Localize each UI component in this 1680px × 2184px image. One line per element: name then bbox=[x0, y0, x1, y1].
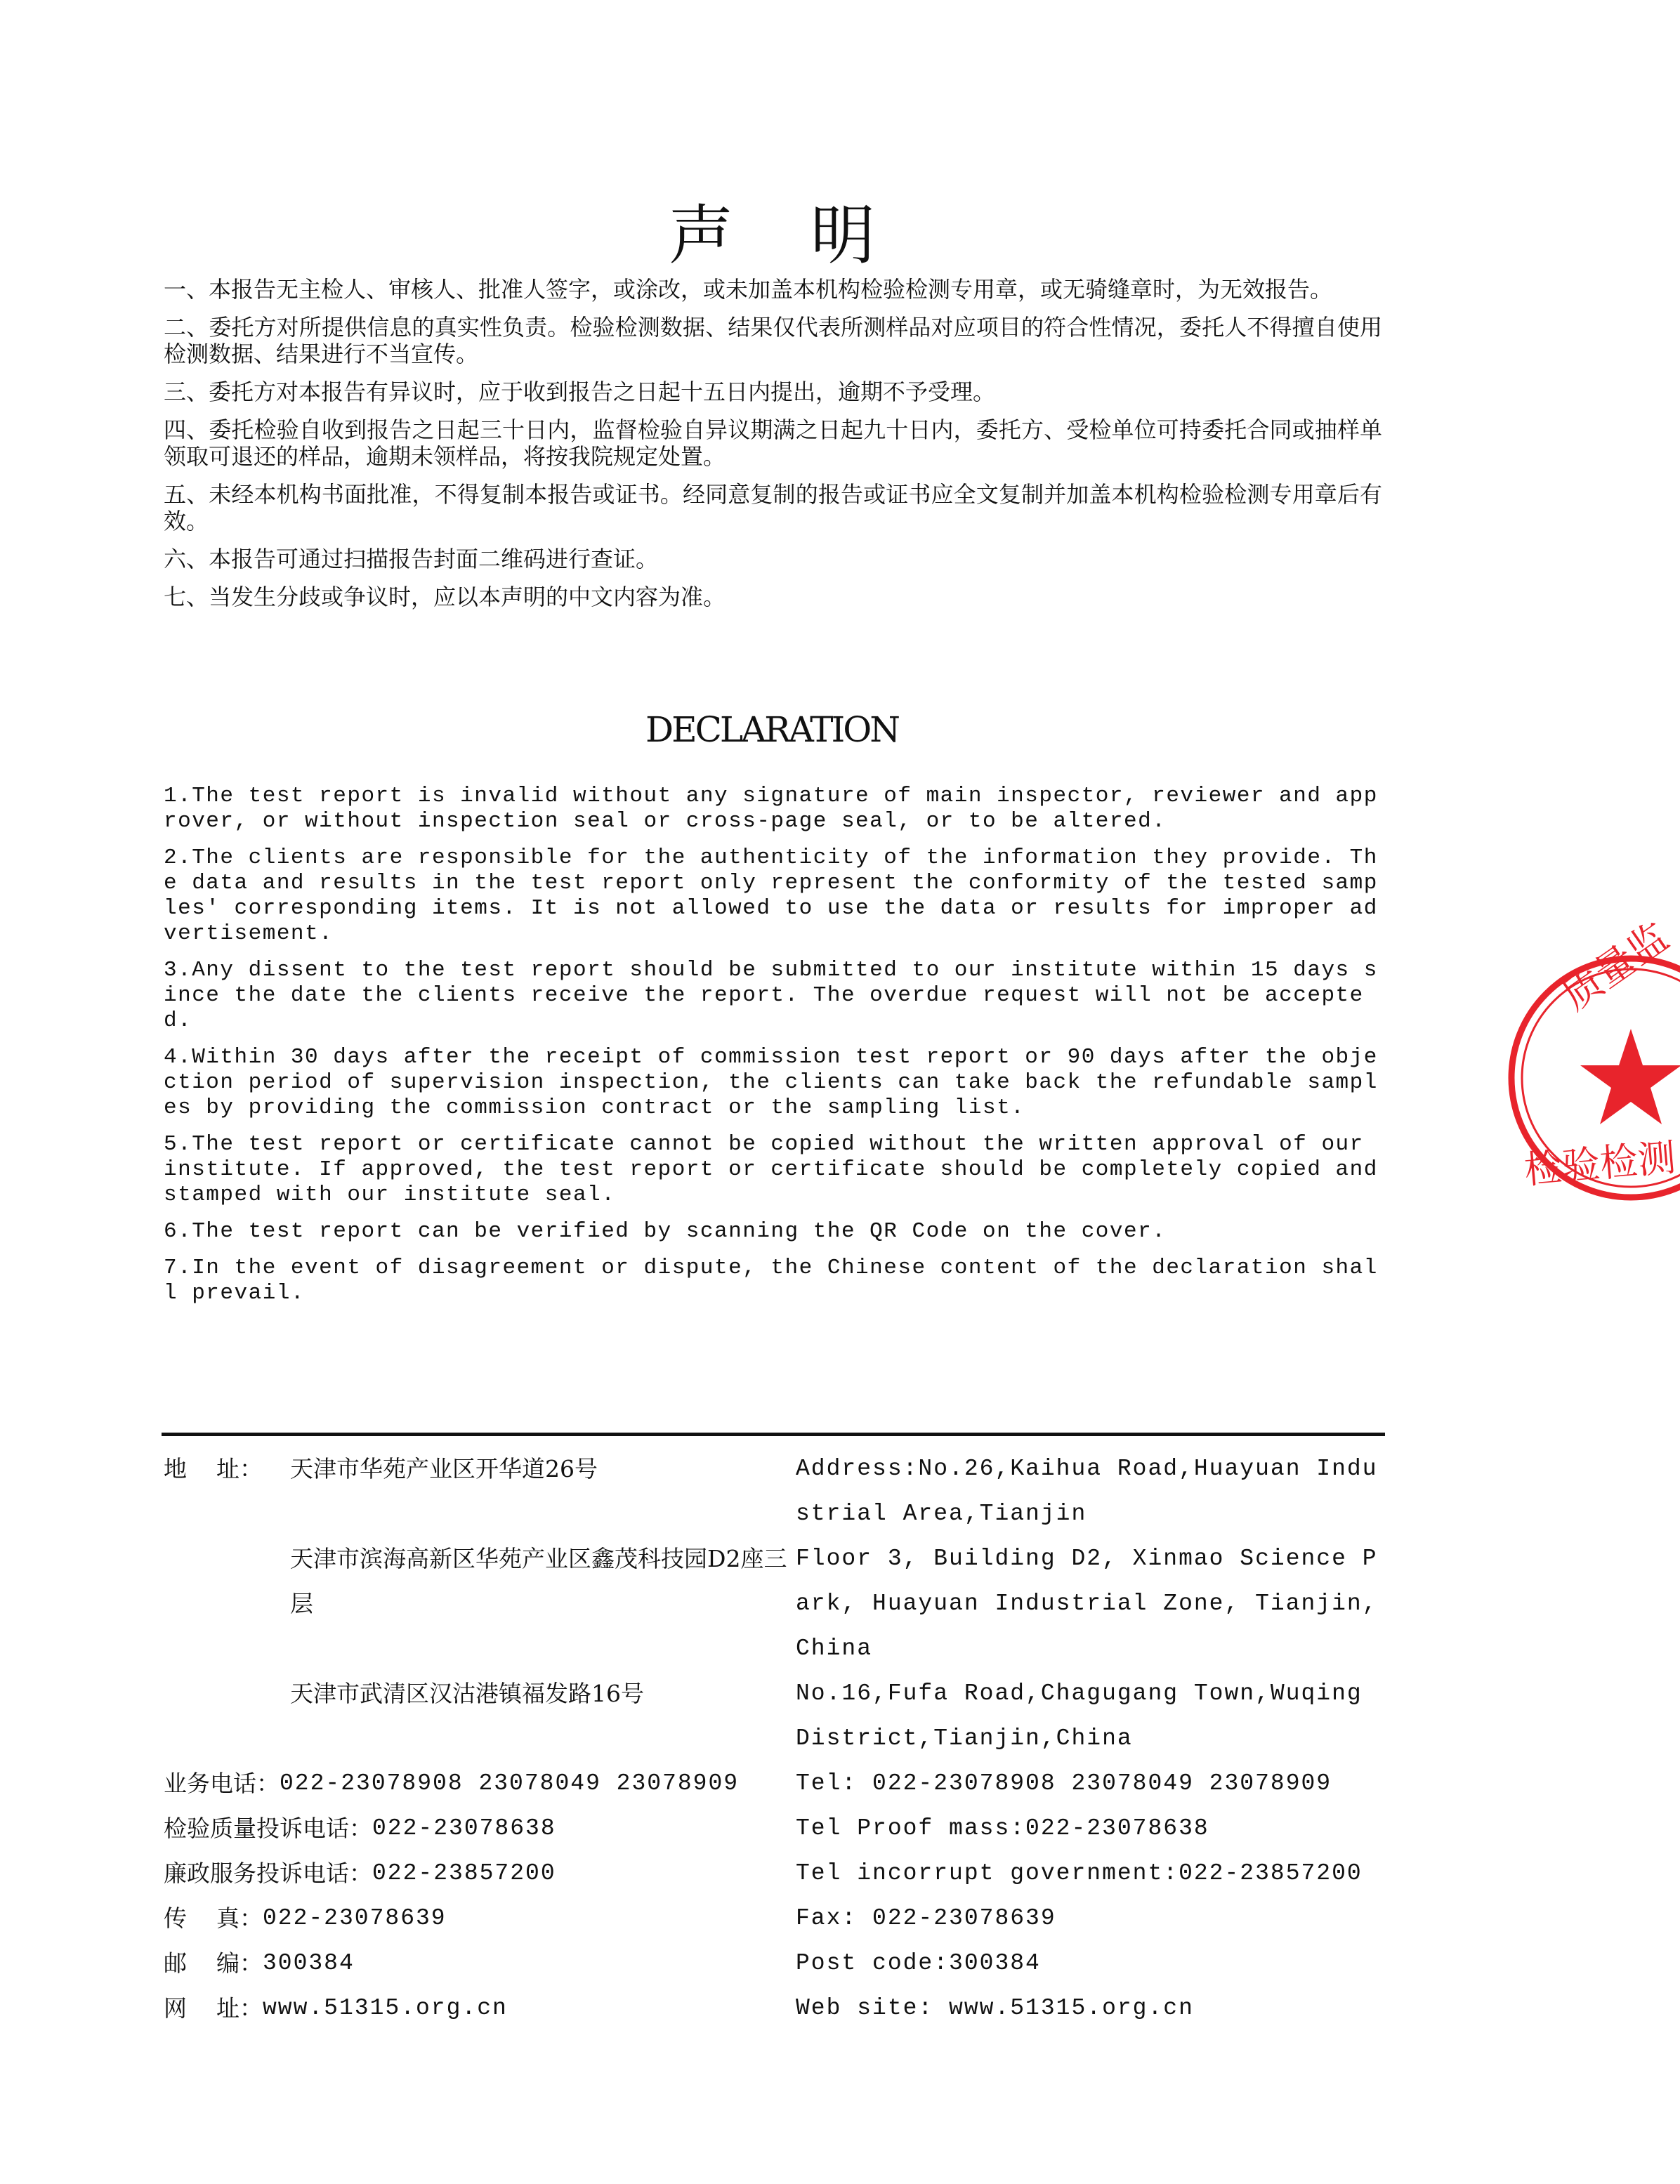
address-3-cn: 天津市武清区汉沽港镇福发路16号 bbox=[290, 1680, 644, 1707]
fax-label: 传 真： bbox=[164, 1905, 263, 1932]
seal-text-top: 质量监 bbox=[1554, 914, 1677, 1020]
declaration-item-cn: 七、当发生分歧或争议时，应以本声明的中文内容为准。 bbox=[164, 584, 726, 610]
declaration-item-cn: 二、委托方对所提供信息的真实性负责。检验检测数据、结果仅代表所测样品对应项目的符合性情况，委托人不得擅自使用检测数据、结果进行不当宣传。 bbox=[164, 314, 1382, 367]
complaint-phone-label: 检验质量投诉电话： bbox=[164, 1815, 372, 1842]
website-row bbox=[164, 1986, 1386, 2031]
business-phone-label: 业务电话： bbox=[164, 1770, 280, 1797]
website-en: Web site: www.51315.org.cn bbox=[796, 1995, 1194, 2021]
business-phone-row bbox=[164, 1761, 1386, 1806]
complaint-phone-en: Tel Proof mass:022-23078638 bbox=[796, 1815, 1209, 1841]
institute-seal bbox=[1469, 914, 1680, 1225]
declaration-item-en: 2.The clients are responsible for the authenticity of the information they provide. The data and results in the test report only represent the conformity of the tested samples' corresponding items. It is not allowed to use the data or results for improper advertisement. bbox=[164, 846, 1378, 946]
post-code-label: 邮 编： bbox=[164, 1949, 263, 1977]
business-phone-en: Tel: 022-23078908 23078049 23078909 bbox=[796, 1770, 1332, 1796]
post-code-row bbox=[164, 1941, 1386, 1986]
declaration-title-cn: 声明 bbox=[668, 198, 952, 273]
declaration-item-en: 1.The test report is invalid without any signature of main inspector, reviewer and approver, or without inspection seal or cross-page seal, or to be altered. bbox=[164, 784, 1378, 834]
fax-en: Fax: 022-23078639 bbox=[796, 1905, 1056, 1931]
declaration-item-en: 5.The test report or certificate cannot be copied without the written approval of our institute. If approved, the test report or certificate should be completely copied and stamped with our institute seal. bbox=[164, 1132, 1378, 1207]
post-code: 300384 bbox=[262, 1950, 355, 1976]
address-2-cn: 天津市滨海高新区华苑产业区鑫茂科技园D2座三层 bbox=[290, 1545, 787, 1617]
complaint-phone-row bbox=[164, 1806, 1386, 1851]
declaration-item-cn: 一、本报告无主检人、审核人、批准人签字，或涂改，或未加盖本机构检验检测专用章，或无骑缝章时，为无效报告。 bbox=[164, 276, 1333, 303]
declaration-item-cn: 三、委托方对本报告有异议时，应于收到报告之日起十五日内提出，逾期不予受理。 bbox=[164, 379, 996, 405]
declaration-list-en bbox=[164, 784, 1386, 1317]
website: www.51315.org.cn bbox=[262, 1995, 508, 2021]
declaration-item-en: 7.In the event of disagreement or dispute, the Chinese content of the declaration shall prevail. bbox=[164, 1256, 1378, 1305]
integrity-phone-row bbox=[164, 1851, 1386, 1896]
declaration-item-en: 6.The test report can be verified by scanning the QR Code on the cover. bbox=[164, 1219, 1167, 1244]
footer-divider bbox=[162, 1433, 1385, 1436]
seal-text-bottom: 检验检测 bbox=[1522, 1135, 1678, 1192]
address-2-en: Floor 3, Building D2, Xinmao Science Park, Huayuan Industrial Zone, Tianjin, China bbox=[796, 1546, 1378, 1662]
declaration-list-cn bbox=[164, 276, 1382, 621]
address-1-en: Address:No.26,Kaihua Road,Huayuan Industrial Area,Tianjin bbox=[796, 1456, 1378, 1527]
integrity-phone-en: Tel incorrupt government:022-23857200 bbox=[796, 1860, 1363, 1886]
declaration-item-cn: 四、委托检验自收到报告之日起三十日内，监督检验自异议期满之日起九十日内，委托方、受检单位可持委托合同或抽样单领取可退还的样品，逾期未领样品，将按我院规定处置。 bbox=[164, 416, 1382, 470]
declaration-title-en: DECLARATION bbox=[645, 709, 899, 750]
fax: 022-23078639 bbox=[262, 1905, 447, 1931]
integrity-phone: 022-23857200 bbox=[372, 1860, 556, 1886]
contact-block bbox=[164, 1447, 1386, 2031]
integrity-phone-label: 廉政服务投诉电话： bbox=[164, 1860, 372, 1887]
declaration-item-en: 4.Within 30 days after the receipt of commission test report or 90 days after the objection period of supervision inspection, the clients can take back the refundable samples by providing the commission contract or the sampling list. bbox=[164, 1045, 1378, 1120]
seal-star-icon bbox=[1580, 1029, 1680, 1124]
address-label: 地 址： bbox=[164, 1455, 263, 1482]
business-phone: 022-23078908 23078049 23078909 bbox=[280, 1770, 740, 1796]
fax-row bbox=[164, 1896, 1386, 1941]
address-row-2 bbox=[164, 1537, 1386, 1671]
declaration-item-cn: 五、未经本机构书面批准，不得复制本报告或证书。经同意复制的报告或证书应全文复制并加盖本机构检验检测专用章后有效。 bbox=[164, 481, 1382, 534]
complaint-phone: 022-23078638 bbox=[372, 1815, 556, 1841]
address-row-3 bbox=[164, 1671, 1386, 1761]
declaration-item-cn: 六、本报告可通过扫描报告封面二维码进行查证。 bbox=[164, 546, 659, 572]
address-1-cn: 天津市华苑产业区开华道26号 bbox=[290, 1455, 598, 1482]
address-row-1 bbox=[164, 1447, 1386, 1537]
website-label: 网 址： bbox=[164, 1994, 263, 2022]
post-code-en: Post code:300384 bbox=[796, 1950, 1041, 1976]
declaration-item-en: 3.Any dissent to the test report should be submitted to our institute within 15 days since the date the clients receive the report. The overdue request will not be accepted. bbox=[164, 958, 1378, 1033]
address-3-en: No.16,Fufa Road,Chagugang Town,Wuqing District,Tianjin,China bbox=[796, 1680, 1363, 1751]
